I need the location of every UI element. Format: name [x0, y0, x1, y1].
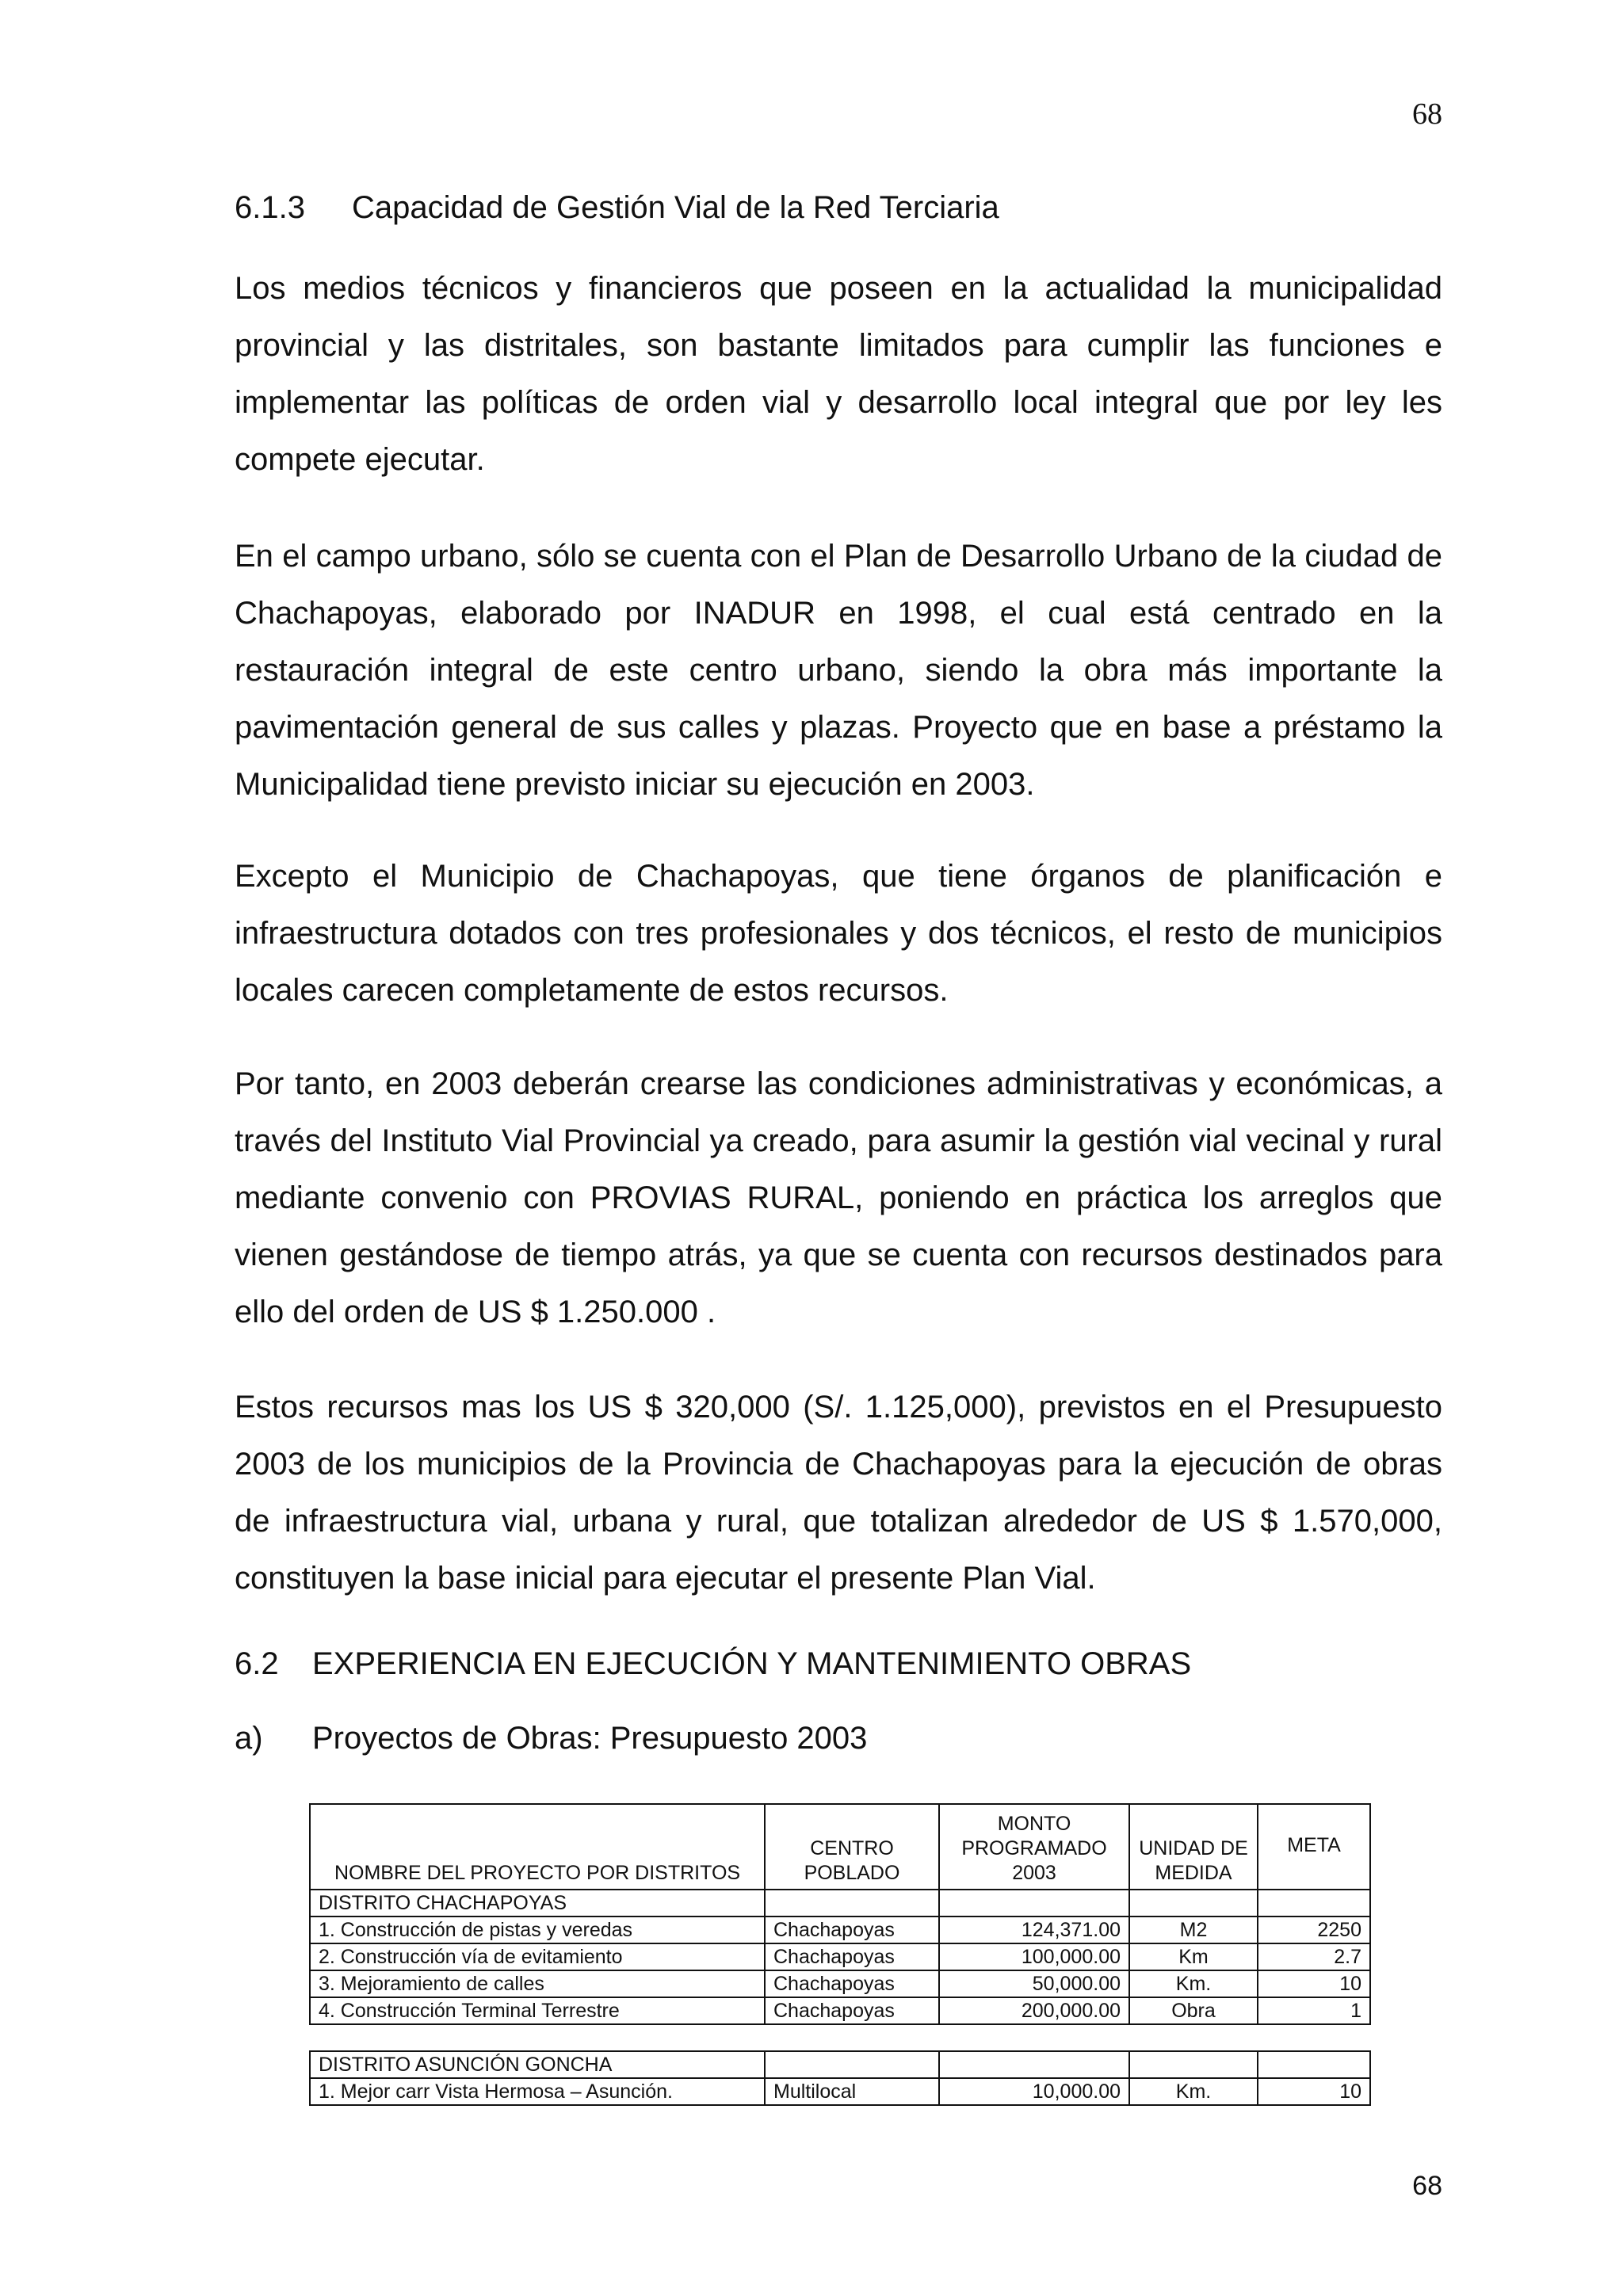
cell-goal: 10: [1258, 2078, 1370, 2105]
cell-unit: M2: [1129, 1917, 1258, 1943]
table-row: [310, 1943, 1370, 1970]
paragraph-3: Excepto el Municipio de Chachapoyas, que tiene órganos de planificación e infraestructura dotados con tres profesionales y dos técnicos, el resto de municipios locales carecen completamente de estos recursos.: [235, 859, 1442, 1008]
section-heading-6-1-3: [235, 190, 999, 226]
cell-project: 1. Construcción de pistas y veredas: [310, 1917, 765, 1943]
section-heading-6-2: [235, 1646, 1191, 1682]
cell-goal: 1: [1258, 1997, 1370, 2024]
district-name: DISTRITO CHACHAPOYAS: [310, 1890, 765, 1917]
cell-amount: 100,000.00: [939, 1943, 1129, 1970]
cell-goal: 2250: [1258, 1917, 1370, 1943]
empty-cell: [1129, 1890, 1258, 1917]
cell-goal: 10: [1258, 1970, 1370, 1997]
paragraph-2: En el campo urbano, sólo se cuenta con el Plan de Desarrollo Urbano de la ciudad de Chachapoyas, elaborado por INADUR en 1998, el cual está centrado en la restauración integral de este centro urbano, siendo la obra más importante la pavimentación general de sus calles y plazas. Proyecto que en base a préstamo la Municipalidad tiene previsto iniciar su ejecución en 2003.: [235, 539, 1442, 802]
header-center: CENTRO POBLADO: [765, 1804, 939, 1890]
subsection-number: a): [235, 1721, 263, 1756]
header-amount: MONTO PROGRAMADO 2003: [939, 1804, 1129, 1890]
empty-cell: [939, 1890, 1129, 1917]
empty-cell: [765, 2051, 939, 2078]
cell-project: 3. Mejoramiento de calles: [310, 1970, 765, 1997]
cell-unit: Km.: [1129, 1970, 1258, 1997]
cell-unit: Km.: [1129, 2078, 1258, 2105]
empty-cell: [1129, 2051, 1258, 2078]
section-number: 6.1.3: [235, 190, 305, 225]
section-title: EXPERIENCIA EN EJECUCIÓN Y MANTENIMIENTO OBRAS: [312, 1646, 1192, 1681]
cell-project: 1. Mejor carr Vista Hermosa – Asunción.: [310, 2078, 765, 2105]
header-goal: META: [1258, 1804, 1370, 1890]
table-row: [310, 2078, 1370, 2105]
page-number-bottom: 68: [1412, 2171, 1442, 2201]
district-name: DISTRITO ASUNCIÓN GONCHA: [310, 2051, 765, 2078]
projects-table-main: [309, 1803, 1371, 2025]
cell-project: 2. Construcción vía de evitamiento: [310, 1943, 765, 1970]
section-number: 6.2: [235, 1646, 279, 1681]
empty-cell: [1258, 2051, 1370, 2078]
paragraph-4: Por tanto, en 2003 deberán crearse las condiciones administrativas y económicas, a través del Instituto Vial Provincial ya creado, para asumir la gestión vial vecinal y rural mediante convenio con PROVIAS RURAL, poniendo en práctica los arreglos que vienen gestándose de tiempo atrás, ya que se cuenta con recursos destinados para ello del orden de US $ 1.250.000 .: [235, 1066, 1442, 1329]
district-row: [310, 1890, 1370, 1917]
cell-center: Chachapoyas: [765, 1917, 939, 1943]
subsection-heading-a: [235, 1721, 867, 1756]
cell-center: Chachapoyas: [765, 1970, 939, 1997]
empty-cell: [939, 2051, 1129, 2078]
table-row: [310, 1917, 1370, 1943]
table-row: [310, 1997, 1370, 2024]
table-header-row: [310, 1804, 1370, 1890]
section-title: Capacidad de Gestión Vial de la Red Terciaria: [352, 190, 999, 225]
paragraph-1: Los medios técnicos y financieros que poseen en la actualidad la municipalidad provincial y las distritales, son bastante limitados para cumplir las funciones e implementar las políticas de orden vial y desarrollo local integral que por ley les compete ejecutar.: [235, 271, 1442, 477]
cell-center: Chachapoyas: [765, 1943, 939, 1970]
projects-table-asuncion: [309, 2050, 1371, 2106]
header-unit: UNIDAD DE MEDIDA: [1129, 1804, 1258, 1890]
cell-project: 4. Construcción Terminal Terrestre: [310, 1997, 765, 2024]
empty-cell: [1258, 1890, 1370, 1917]
cell-center: Chachapoyas: [765, 1997, 939, 2024]
cell-unit: Obra: [1129, 1997, 1258, 2024]
header-project-name: NOMBRE DEL PROYECTO POR DISTRITOS: [310, 1804, 765, 1890]
cell-unit: Km: [1129, 1943, 1258, 1970]
cell-amount: 124,371.00: [939, 1917, 1129, 1943]
cell-amount: 50,000.00: [939, 1970, 1129, 1997]
cell-amount: 10,000.00: [939, 2078, 1129, 2105]
empty-cell: [765, 1890, 939, 1917]
paragraph-5: Estos recursos mas los US $ 320,000 (S/. 1.125,000), previstos en el Presupuesto 2003 de los municipios de la Provincia de Chachapoyas para la ejecución de obras de infraestructura vial, urbana y rural, que totalizan alrededor de US $ 1.570,000, constituyen la base inicial para ejecutar el presente Plan Vial.: [235, 1390, 1442, 1596]
page-number-top: 68: [1412, 97, 1442, 131]
cell-goal: 2.7: [1258, 1943, 1370, 1970]
cell-amount: 200,000.00: [939, 1997, 1129, 2024]
subsection-title: Proyectos de Obras: Presupuesto 2003: [312, 1721, 868, 1756]
table-row: [310, 1970, 1370, 1997]
cell-center: Multilocal: [765, 2078, 939, 2105]
district-row: [310, 2051, 1370, 2078]
